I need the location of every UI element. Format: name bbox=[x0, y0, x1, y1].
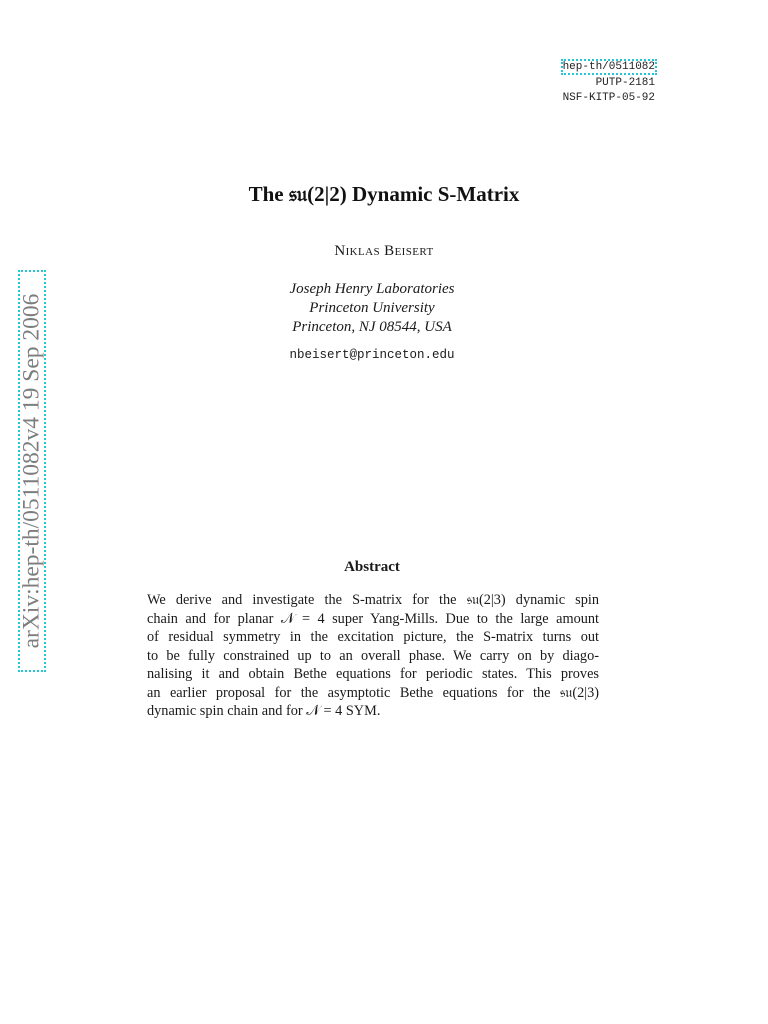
abstract-line: dynamic spin chain and for 𝒩 = 4 SYM. bbox=[147, 703, 381, 719]
abstract-line: to be fully constrained up to an overall phase. We carry on by diago- bbox=[147, 647, 599, 664]
affiliation-line: Princeton University bbox=[309, 300, 435, 316]
title-prefix: The bbox=[248, 182, 289, 206]
abstract-line: chain and for planar 𝒩 = 4 super Yang-Mills. Due to the large amount bbox=[147, 610, 599, 627]
title-suffix: (2|2) Dynamic S-Matrix bbox=[307, 182, 520, 206]
title-algebra: 𝔰𝔲 bbox=[288, 181, 308, 206]
report-number-putp: PUTP-2181 bbox=[595, 76, 655, 89]
paper-title bbox=[0, 181, 768, 207]
author-name: Niklas Beisert bbox=[334, 243, 434, 259]
arxiv-stamp-text: arXiv:hep-th/0511082v4 19 Sep 2006 bbox=[18, 293, 45, 649]
abstract-heading: Abstract bbox=[344, 559, 400, 575]
arxiv-id-link[interactable]: hep-th/0511082 bbox=[562, 61, 655, 73]
abstract-line: of residual symmetry in the excitation picture, the S-matrix turns out bbox=[147, 629, 599, 645]
report-numbers bbox=[563, 60, 655, 107]
abstract-body bbox=[147, 591, 599, 721]
affiliation-line: Princeton, NJ 08544, USA bbox=[292, 319, 452, 335]
author-email: nbeisert@princeton.edu bbox=[289, 348, 455, 362]
report-number-nsf: NSF-KITP-05-92 bbox=[562, 92, 655, 104]
abstract-line: nalising it and obtain Bethe equations for periodic states. This proves bbox=[147, 666, 599, 682]
abstract-line: an earlier proposal for the asymptotic Bethe equations for the 𝔰𝔲(2|3) bbox=[147, 684, 599, 701]
author-affiliation bbox=[0, 280, 744, 337]
abstract-line: We derive and investigate the S-matrix for the 𝔰𝔲(2|3) dynamic spin bbox=[147, 592, 599, 608]
affiliation-line: Joseph Henry Laboratories bbox=[289, 281, 455, 297]
